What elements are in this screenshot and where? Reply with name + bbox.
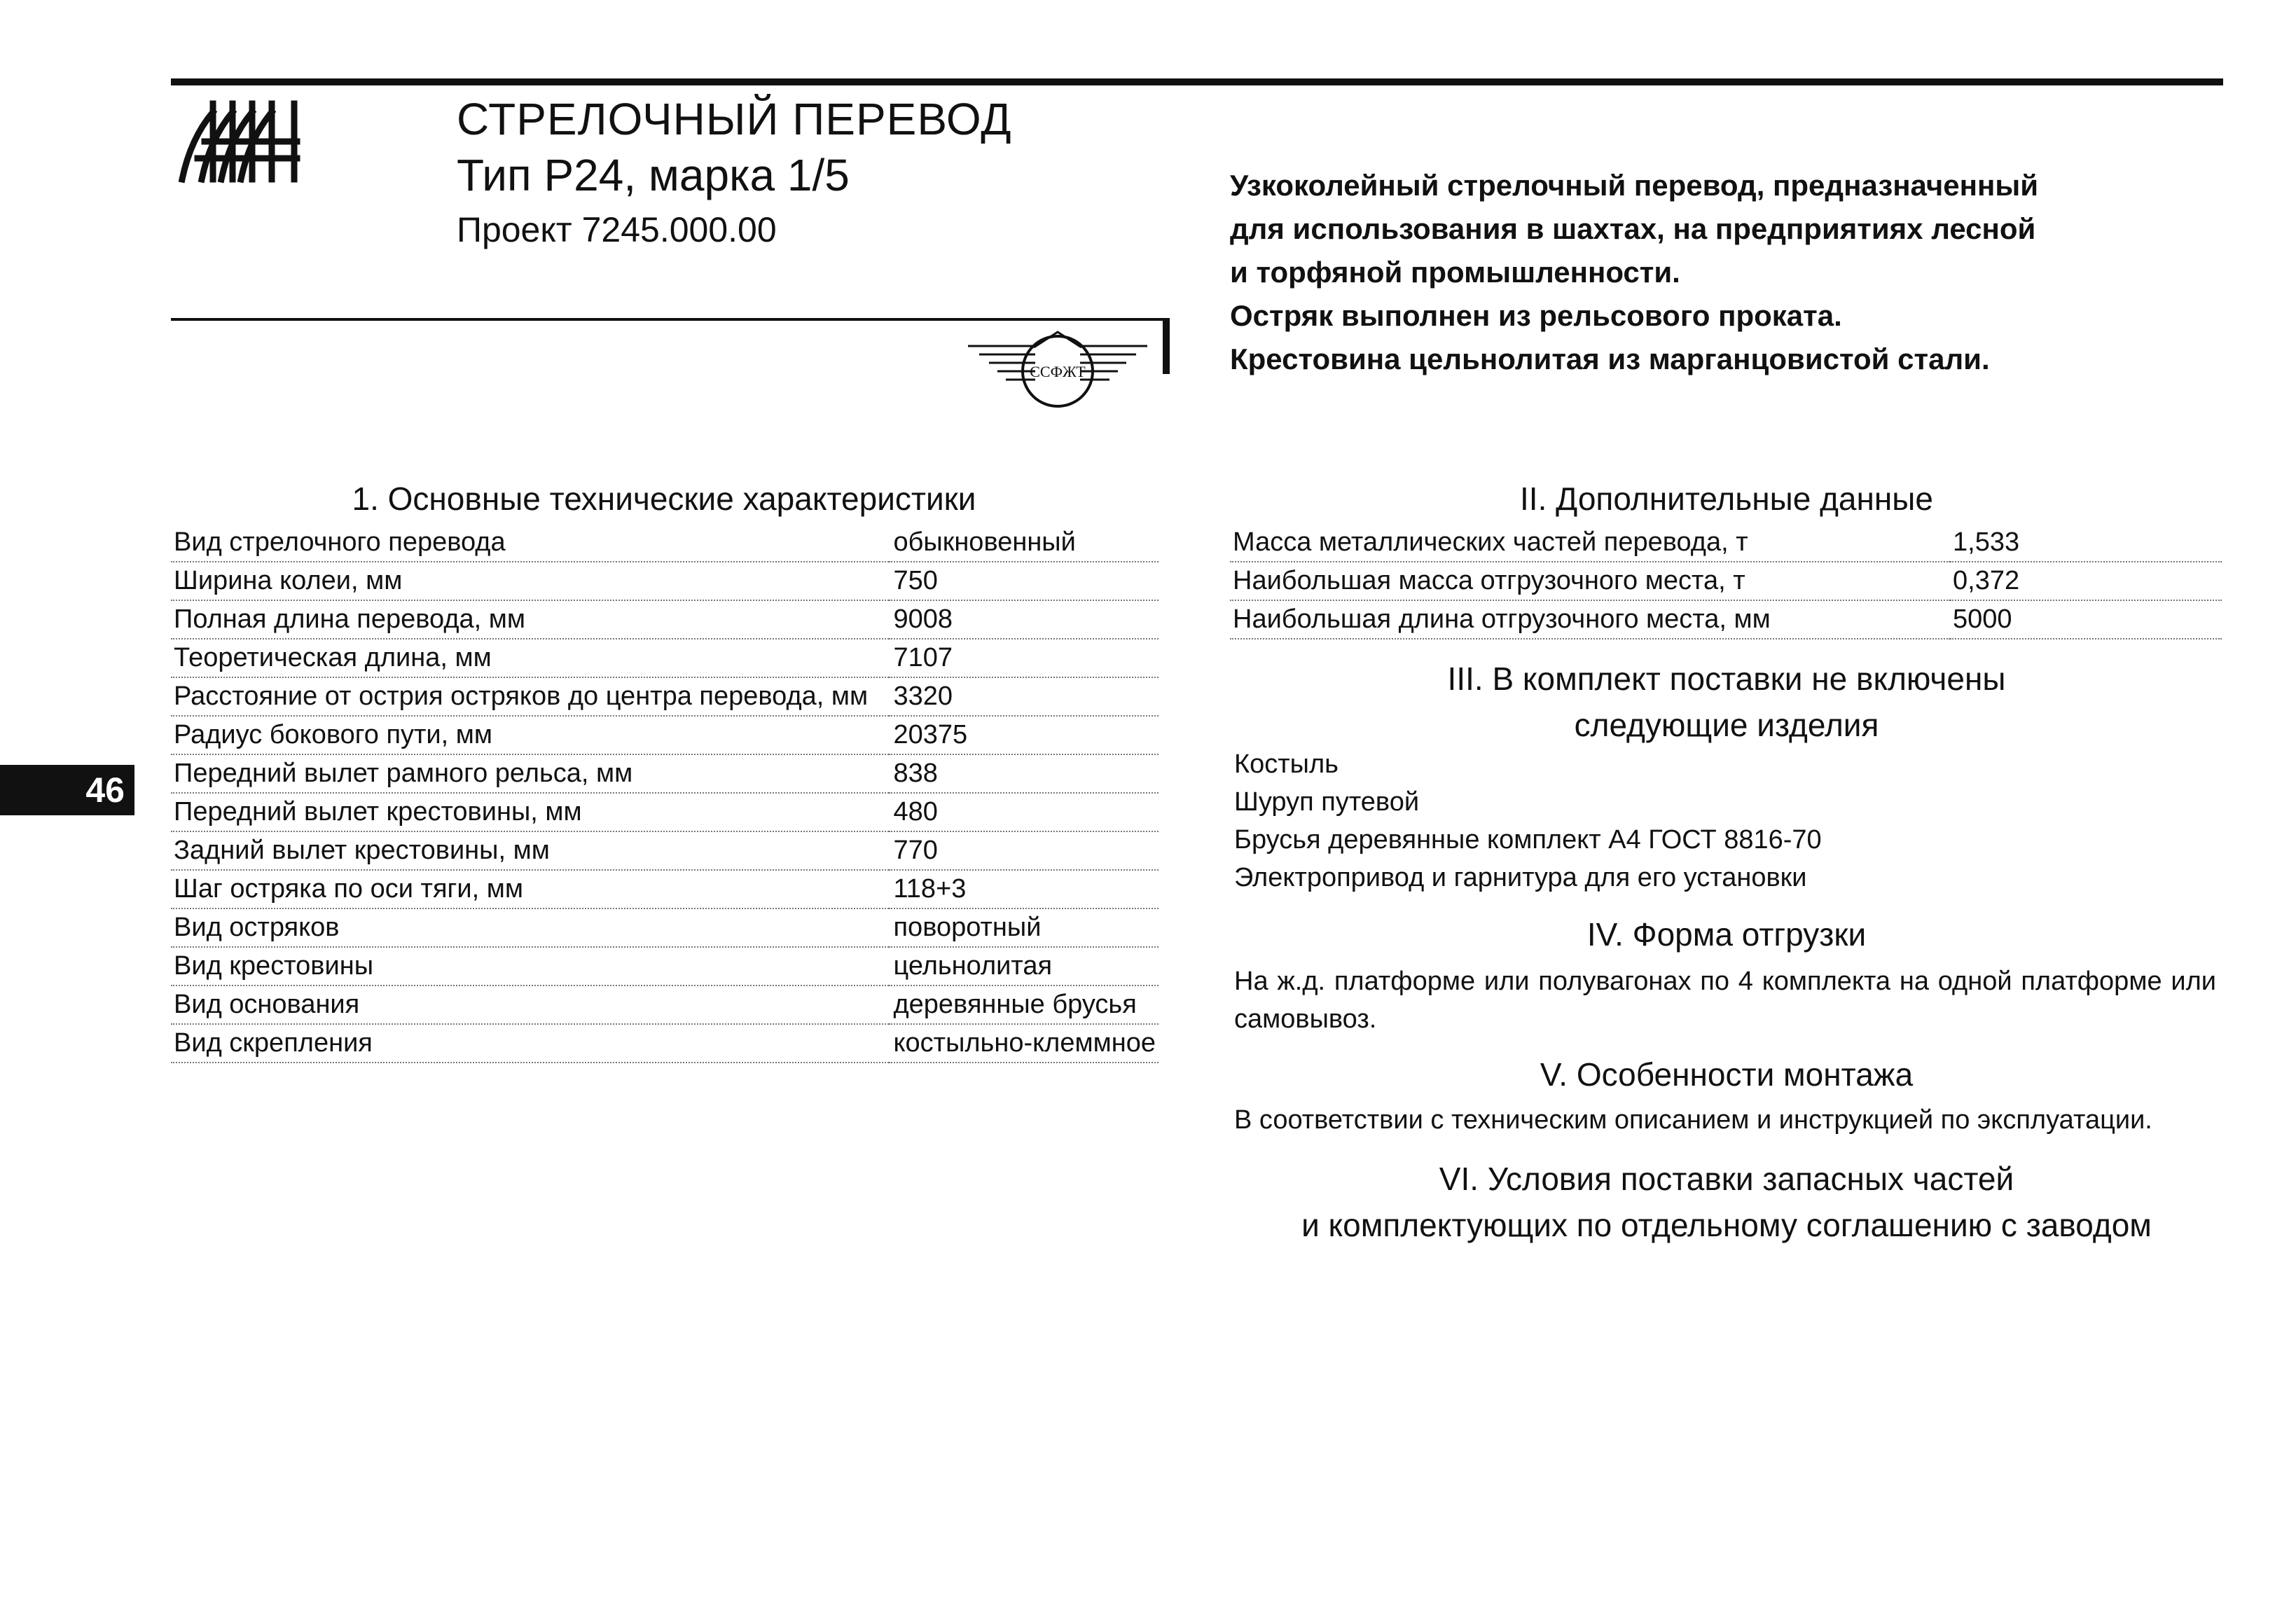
- spec-value: деревянные брусья: [889, 986, 1159, 1024]
- extra-label: Масса металлических частей перевода, т: [1230, 524, 1950, 562]
- description-line: Остряк выполнен из рельсового проката.: [1230, 299, 1842, 332]
- table-row: [1230, 600, 2222, 639]
- list-item: Электропривод и гарнитура для его установки: [1234, 863, 1807, 892]
- section1-title: 1. Основные технические характеристики: [352, 480, 976, 517]
- extra-value: 1,533: [1950, 524, 2222, 562]
- spec-label: Радиус бокового пути, мм: [171, 716, 889, 754]
- ssfzht-emblem-icon: [967, 326, 1149, 415]
- spec-label: Вид скрепления: [171, 1024, 889, 1063]
- spec-label: Шаг остряка по оси тяги, мм: [171, 870, 889, 908]
- section3-title-line: следующие изделия: [1574, 707, 1879, 743]
- section5-title: V. Особенности монтажа: [1540, 1056, 1914, 1093]
- table-row: [171, 677, 1159, 716]
- spec-value: поворотный: [889, 908, 1159, 947]
- project-number: Проект 7245.000.00: [457, 210, 777, 249]
- table-row: [171, 908, 1159, 947]
- section3-title: [1230, 656, 2223, 748]
- header-divider: [171, 318, 1166, 321]
- table-row: [171, 831, 1159, 870]
- extra-value: 0,372: [1950, 562, 2222, 600]
- table-row: [171, 986, 1159, 1024]
- specs-table: [171, 524, 1159, 1063]
- table-row: [171, 716, 1159, 754]
- spec-label: Передний вылет крестовины, мм: [171, 793, 889, 831]
- spec-label: Расстояние от острия остряков до центра перевода, мм: [171, 677, 889, 716]
- spec-value: 770: [889, 831, 1159, 870]
- installation-text: В соответствии с техническим описанием и инструкцией по эксплуатации.: [1234, 1105, 2152, 1135]
- extra-value: 5000: [1950, 600, 2222, 639]
- spec-value: 750: [889, 562, 1159, 600]
- track-switch-logo-icon: [177, 97, 303, 184]
- switch-type: Тип Р24, марка 1/5: [457, 150, 850, 200]
- section6-title-line: VI. Условия поставки запасных частей: [1439, 1161, 2014, 1197]
- spec-label: Вид крестовины: [171, 947, 889, 986]
- table-row: [171, 562, 1159, 600]
- section2-title: II. Дополнительные данные: [1520, 480, 1933, 517]
- excluded-items-list: [1234, 745, 1822, 897]
- section3-title-line: III. В комплект поставки не включены: [1447, 661, 2006, 697]
- list-item: Брусья деревянные комплект А4 ГОСТ 8816-70: [1234, 825, 1822, 855]
- section6-title-line: и комплектующих по отдельному соглашению с заводом: [1301, 1207, 2152, 1243]
- top-rule: [171, 78, 2223, 85]
- spec-label: Теоретическая длина, мм: [171, 639, 889, 677]
- spec-value: 480: [889, 793, 1159, 831]
- list-item: Костыль: [1234, 749, 1339, 779]
- table-row: [171, 947, 1159, 986]
- table-row: [171, 1024, 1159, 1063]
- table-row: [1230, 562, 2222, 600]
- section4-title: IV. Форма отгрузки: [1586, 916, 1867, 953]
- extra-label: Наибольшая масса отгрузочного места, т: [1230, 562, 1950, 600]
- product-description: [1230, 164, 2112, 381]
- spec-label: Задний вылет крестовины, мм: [171, 831, 889, 870]
- spec-value: 20375: [889, 716, 1159, 754]
- list-item: Шуруп путевой: [1234, 787, 1420, 817]
- description-line: и торфяной промышленности.: [1230, 256, 1680, 289]
- spec-value: 9008: [889, 600, 1159, 639]
- page-number-tab: 46: [0, 765, 134, 815]
- table-row: [171, 870, 1159, 908]
- spec-label: Ширина колеи, мм: [171, 562, 889, 600]
- spec-label: Вид остряков: [171, 908, 889, 947]
- spec-value: 118+3: [889, 870, 1159, 908]
- emblem-text: ССФЖТ: [1030, 363, 1086, 380]
- spec-value: обыкновенный: [889, 524, 1159, 562]
- page-title: СТРЕЛОЧНЫЙ ПЕРЕВОД: [457, 94, 1012, 144]
- description-line: для использования в шахтах, на предприятиях лесной: [1230, 212, 2036, 245]
- header-divider-tick: [1163, 318, 1170, 374]
- spec-value: 838: [889, 754, 1159, 793]
- spec-label: Вид стрелочного перевода: [171, 524, 889, 562]
- table-row: [1230, 524, 2222, 562]
- table-row: [171, 754, 1159, 793]
- table-row: [171, 524, 1159, 562]
- shipping-text: На ж.д. платформе или полувагонах по 4 комплекта на одной платформе или самовывоз.: [1234, 967, 2216, 1034]
- table-row: [171, 793, 1159, 831]
- spec-label: Передний вылет рамного рельса, мм: [171, 754, 889, 793]
- description-line: Крестовина цельнолитая из марганцовистой стали.: [1230, 343, 1990, 375]
- spec-value: костыльно-клеммное: [889, 1024, 1159, 1063]
- spec-value: 7107: [889, 639, 1159, 677]
- extra-data-table: [1230, 524, 2222, 639]
- section6-title: [1230, 1156, 2223, 1248]
- spec-label: Вид основания: [171, 986, 889, 1024]
- spec-value: цельнолитая: [889, 947, 1159, 986]
- description-line: Узкоколейный стрелочный перевод, предназначенный: [1230, 169, 2039, 202]
- table-row: [171, 639, 1159, 677]
- table-row: [171, 600, 1159, 639]
- extra-label: Наибольшая длина отгрузочного места, мм: [1230, 600, 1950, 639]
- spec-label: Полная длина перевода, мм: [171, 600, 889, 639]
- spec-value: 3320: [889, 677, 1159, 716]
